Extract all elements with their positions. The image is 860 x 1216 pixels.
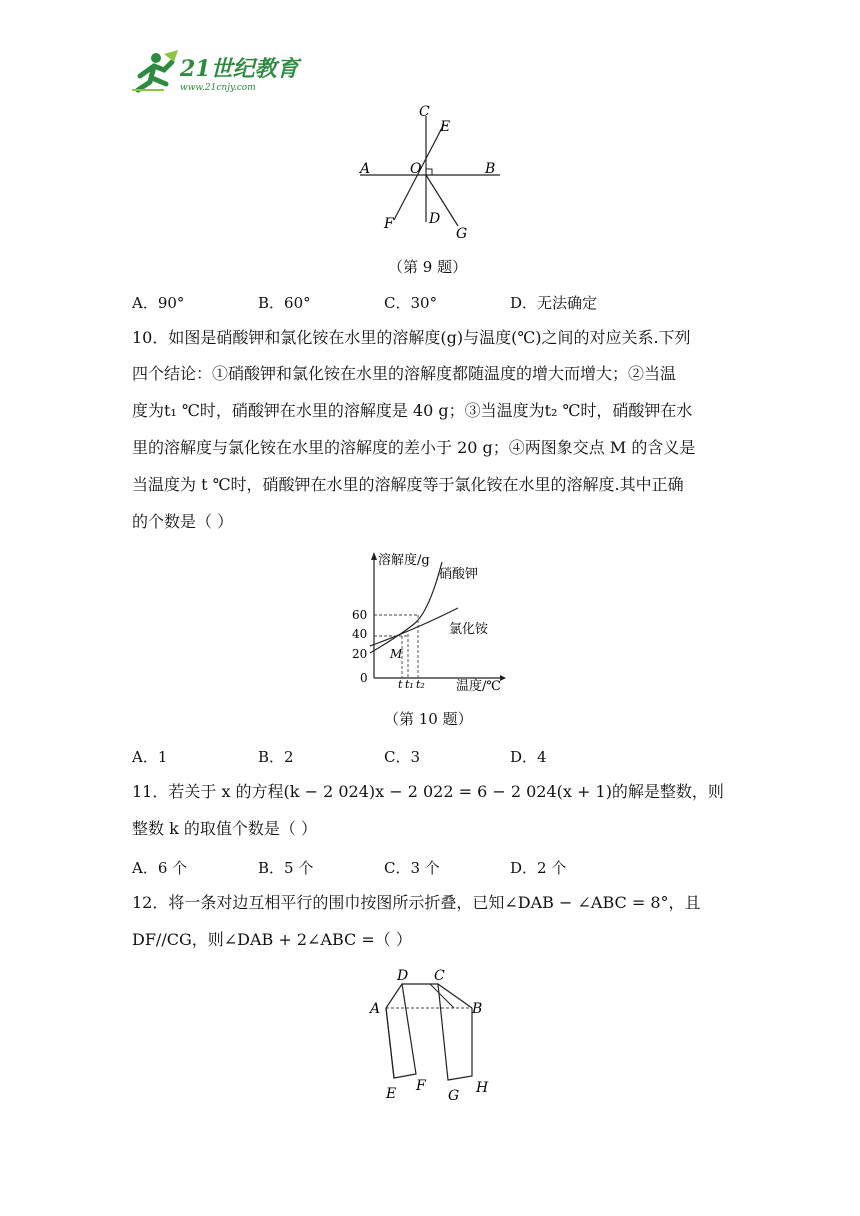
label-b: B bbox=[485, 161, 496, 177]
figure-q9 bbox=[355, 100, 505, 245]
logo-url: www.21cnjy.com bbox=[180, 83, 256, 93]
figure-q10 bbox=[344, 548, 514, 698]
option-d: D．无法确定 bbox=[510, 294, 598, 312]
caption-q9: （第 9 题） bbox=[388, 258, 468, 276]
option-a: A．6 个 bbox=[132, 859, 188, 877]
label-c: C bbox=[419, 104, 430, 120]
label-g: G bbox=[456, 226, 468, 242]
series-label-kno3: 硝酸钾 bbox=[439, 567, 479, 582]
q10-line-5: 当温度为 t ℃时，硝酸钾在水里的溶解度等于氯化铵在水里的溶解度.其中正确 bbox=[132, 475, 684, 494]
point-m-label: M bbox=[390, 647, 403, 661]
site-logo bbox=[128, 46, 308, 98]
strip-right bbox=[438, 984, 472, 1080]
ytick-0: 0 bbox=[360, 671, 368, 685]
q10-line-1: 10．如图是硝酸钾和氯化铵在水里的溶解度(g)与温度(℃)之间的对应关系.下列 bbox=[132, 328, 691, 347]
q12-line-2: DF//CG，则∠DAB + 2∠ABC =（ ） bbox=[132, 930, 412, 949]
xtick-t2: t₂ bbox=[416, 678, 425, 691]
curve-kno3 bbox=[370, 562, 442, 653]
option-d: D．4 bbox=[510, 748, 547, 766]
label-a: A bbox=[370, 1001, 381, 1017]
option-c: C．3 bbox=[384, 748, 421, 766]
q10-line-2: 四个结论：①硝酸钾和氯化铵在水里的溶解度都随温度的增大而增大；②当温 bbox=[132, 364, 677, 383]
option-d: D．2 个 bbox=[510, 859, 567, 877]
caption-q10: （第 10 题） bbox=[384, 710, 473, 728]
label-a: A bbox=[360, 161, 371, 177]
q10-line-4: 里的溶解度与氯化铵在水里的溶解度的差小于 20 g；④两图象交点 M 的含义是 bbox=[132, 438, 696, 457]
label-e: E bbox=[386, 1086, 397, 1102]
q11-line-2: 整数 k 的取值个数是（ ） bbox=[132, 819, 317, 838]
option-c: C．30° bbox=[384, 294, 438, 312]
label-h: H bbox=[476, 1080, 489, 1096]
label-f: F bbox=[384, 216, 394, 232]
q10-line-6: 的个数是（ ） bbox=[132, 512, 234, 531]
right-angle-mark bbox=[426, 169, 432, 175]
xtick-t: t bbox=[398, 678, 403, 691]
label-c: C bbox=[434, 968, 445, 984]
label-d: D bbox=[429, 211, 441, 227]
runner-icon bbox=[132, 50, 178, 90]
ytick-40: 40 bbox=[352, 627, 368, 641]
y-axis-label: 溶解度/g bbox=[378, 553, 430, 568]
q11-line-1: 11．若关于 x 的方程(k − 2 024)x − 2 022 = 6 − 2 024(x + 1)的解是整数，则 bbox=[132, 782, 724, 801]
option-b: B．5 个 bbox=[258, 859, 314, 877]
label-b: B bbox=[472, 1001, 483, 1017]
ytick-60: 60 bbox=[352, 608, 368, 622]
edge-ae bbox=[386, 1008, 394, 1078]
label-f: F bbox=[416, 1078, 426, 1094]
series-label-nh4cl: 氯化铵 bbox=[449, 622, 489, 637]
figure-q12 bbox=[360, 960, 500, 1105]
edge-inner bbox=[430, 984, 454, 1008]
curve-nh4cl bbox=[370, 608, 458, 646]
q12-line-1: 12．将一条对边互相平行的围巾按图所示折叠，已知∠DAB − ∠ABC = 8°，且 bbox=[132, 893, 701, 912]
fold-top bbox=[386, 984, 472, 1008]
option-a: A．1 bbox=[132, 748, 168, 766]
q10-line-3: 度为t₁ ℃时，硝酸钾在水里的溶解度是 40 g；③当温度为t₂ ℃时，硝酸钾在水 bbox=[132, 401, 693, 420]
option-b: B．2 bbox=[258, 748, 294, 766]
x-axis-label: 温度/℃ bbox=[456, 679, 501, 694]
logo-brand: 21世纪教育 bbox=[180, 56, 299, 82]
label-g: G bbox=[448, 1088, 460, 1104]
option-c: C．3 个 bbox=[384, 859, 440, 877]
option-a: A．90° bbox=[132, 294, 185, 312]
ytick-20: 20 bbox=[352, 647, 368, 661]
label-o: O bbox=[410, 161, 422, 177]
label-d: D bbox=[397, 968, 409, 984]
strip-left bbox=[386, 984, 416, 1078]
option-b: B．60° bbox=[258, 294, 311, 312]
xtick-t1: t₁ bbox=[405, 678, 414, 691]
y-axis-arrow bbox=[371, 552, 377, 560]
label-e: E bbox=[440, 119, 451, 135]
